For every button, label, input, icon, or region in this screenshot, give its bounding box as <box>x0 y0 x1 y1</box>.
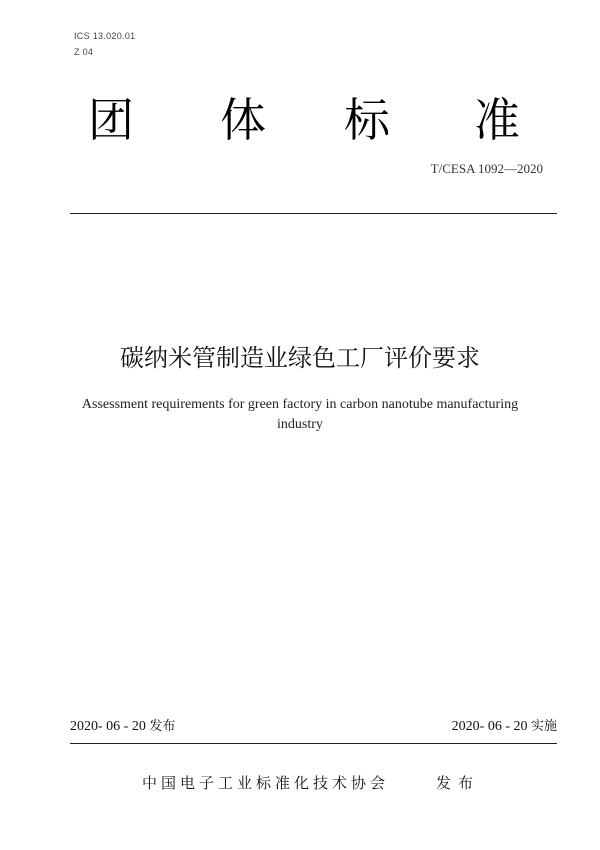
top-divider <box>70 213 557 214</box>
publish-label: 发布 <box>149 719 176 734</box>
publish-date: 2020- 06 - 20 <box>70 719 146 734</box>
implement-date: 2020- 06 - 20 <box>451 719 528 734</box>
standard-type-char-2: 体 <box>220 93 266 147</box>
ccs-classification: Z 04 <box>74 47 94 57</box>
implement-label: 实施 <box>530 719 557 734</box>
chinese-title: 碳纳米管制造业绿色工厂评价要求 <box>120 344 480 372</box>
standard-type-char-1: 团 <box>88 93 134 147</box>
publish-date-line <box>70 717 175 737</box>
implement-date-line <box>452 717 557 737</box>
standard-number: T/CESA 1092—2020 <box>430 161 543 176</box>
issuer-name: 中国电子工业标准化技术协会 <box>142 774 390 792</box>
standard-type-char-4: 准 <box>474 93 520 147</box>
english-title: Assessment requirements for green factory in carbon nanotube manufacturing industry <box>81 397 519 432</box>
bottom-divider <box>70 743 557 744</box>
standard-type-char-3: 标 <box>344 93 390 147</box>
ics-classification: ICS 13.020.01 <box>74 31 136 41</box>
issuer-action: 发布 <box>436 774 481 792</box>
